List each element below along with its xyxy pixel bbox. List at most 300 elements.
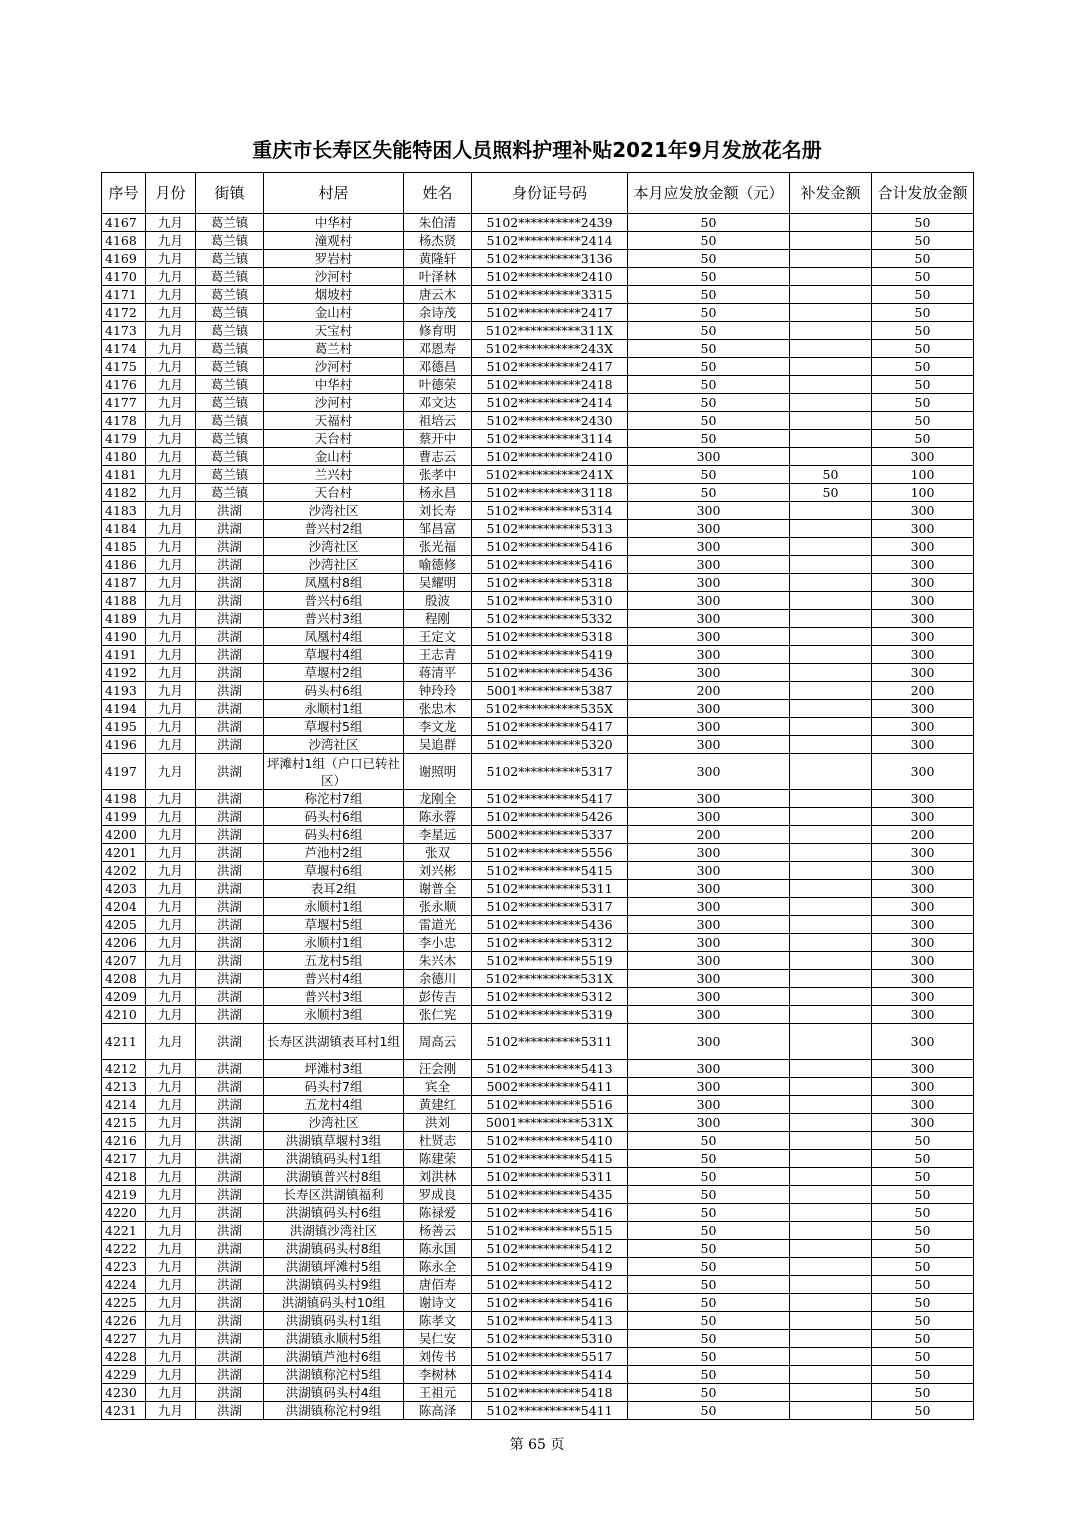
village-cell: 永顺村1组 — [264, 934, 404, 952]
reissue-amount-cell — [790, 1060, 872, 1078]
id-cell: 5102**********2430 — [472, 412, 628, 430]
name-cell: 唐云木 — [404, 286, 472, 304]
village-cell: 沙湾社区 — [264, 538, 404, 556]
month-cell: 九月 — [146, 502, 196, 520]
town-cell: 洪湖 — [196, 970, 264, 988]
total-amount-cell: 50 — [872, 358, 974, 376]
due-amount-cell: 300 — [628, 538, 790, 556]
town-cell: 洪湖 — [196, 1204, 264, 1222]
page-number: 第 65 页 — [509, 1437, 565, 1453]
village-cell: 金山村 — [264, 448, 404, 466]
town-cell: 洪湖 — [196, 844, 264, 862]
name-cell: 修育明 — [404, 322, 472, 340]
reissue-amount-cell — [790, 412, 872, 430]
due-amount-cell: 50 — [628, 304, 790, 322]
due-amount-cell: 300 — [628, 1006, 790, 1024]
reissue-amount-cell — [790, 1366, 872, 1384]
id-cell: 5102**********2410 — [472, 268, 628, 286]
village-cell: 沙河村 — [264, 358, 404, 376]
month-cell: 九月 — [146, 682, 196, 700]
id-cell: 5102**********5418 — [472, 1384, 628, 1402]
seq-cell: 4228 — [102, 1348, 146, 1366]
name-cell: 王定文 — [404, 628, 472, 646]
name-cell: 罗成良 — [404, 1186, 472, 1204]
month-cell: 九月 — [146, 1348, 196, 1366]
month-cell: 九月 — [146, 538, 196, 556]
reissue-amount-cell — [790, 394, 872, 412]
town-cell: 洪湖 — [196, 646, 264, 664]
table-row — [102, 682, 974, 700]
total-amount-cell: 50 — [872, 286, 974, 304]
reissue-amount-cell — [790, 1276, 872, 1294]
table-row — [102, 934, 974, 952]
seq-cell: 4215 — [102, 1114, 146, 1132]
month-cell: 九月 — [146, 484, 196, 502]
seq-cell: 4231 — [102, 1402, 146, 1420]
table-row — [102, 268, 974, 286]
town-cell: 葛兰镇 — [196, 340, 264, 358]
reissue-amount-cell — [790, 808, 872, 826]
total-amount-cell: 50 — [872, 1312, 974, 1330]
seq-cell: 4175 — [102, 358, 146, 376]
reissue-amount-cell — [790, 1132, 872, 1150]
table-row — [102, 988, 974, 1006]
due-amount-cell: 50 — [628, 1132, 790, 1150]
due-amount-cell: 300 — [628, 934, 790, 952]
seq-cell: 4190 — [102, 628, 146, 646]
due-amount-cell: 50 — [628, 1312, 790, 1330]
total-amount-cell: 50 — [872, 1402, 974, 1420]
reissue-amount-cell — [790, 1078, 872, 1096]
name-cell: 张双 — [404, 844, 472, 862]
id-cell: 5102**********2414 — [472, 394, 628, 412]
total-amount-cell: 300 — [872, 916, 974, 934]
name-cell: 周高云 — [404, 1024, 472, 1060]
due-amount-cell: 300 — [628, 880, 790, 898]
name-cell: 祖培云 — [404, 412, 472, 430]
due-amount-cell: 300 — [628, 502, 790, 520]
name-cell: 张光福 — [404, 538, 472, 556]
town-cell: 洪湖 — [196, 1348, 264, 1366]
town-cell: 洪湖 — [196, 1258, 264, 1276]
reissue-amount-cell — [790, 664, 872, 682]
town-cell: 洪湖 — [196, 1294, 264, 1312]
name-cell: 吴仁安 — [404, 1330, 472, 1348]
reissue-amount-cell — [790, 430, 872, 448]
table-row — [102, 1204, 974, 1222]
name-cell: 张仁宪 — [404, 1006, 472, 1024]
header-row — [102, 173, 974, 214]
table-row — [102, 340, 974, 358]
id-cell: 5102**********5332 — [472, 610, 628, 628]
seq-cell: 4169 — [102, 250, 146, 268]
village-cell: 码头村6组 — [264, 682, 404, 700]
seq-cell: 4201 — [102, 844, 146, 862]
reissue-amount-cell — [790, 556, 872, 574]
month-cell: 九月 — [146, 790, 196, 808]
village-cell: 坪滩村1组（户口已转社区） — [264, 754, 404, 790]
month-cell: 九月 — [146, 646, 196, 664]
seq-cell: 4195 — [102, 718, 146, 736]
due-amount-cell: 300 — [628, 556, 790, 574]
name-cell: 黄建红 — [404, 1096, 472, 1114]
seq-cell: 4225 — [102, 1294, 146, 1312]
due-amount-cell: 200 — [628, 682, 790, 700]
village-cell: 金山村 — [264, 304, 404, 322]
page-title: 重庆市长寿区失能特困人员照料护理补贴2021年9月发放花名册 — [252, 138, 822, 162]
due-amount-cell: 50 — [628, 1348, 790, 1366]
town-cell: 洪湖 — [196, 1330, 264, 1348]
due-amount-cell: 50 — [628, 1204, 790, 1222]
table-row — [102, 898, 974, 916]
name-cell: 吴追群 — [404, 736, 472, 754]
total-amount-cell: 300 — [872, 970, 974, 988]
seq-cell: 4170 — [102, 268, 146, 286]
town-cell: 洪湖 — [196, 1276, 264, 1294]
total-amount-cell: 50 — [872, 1366, 974, 1384]
reissue-amount-cell — [790, 1384, 872, 1402]
col-header-village: 村居 — [264, 173, 404, 214]
name-cell: 李文龙 — [404, 718, 472, 736]
total-amount-cell: 50 — [872, 1186, 974, 1204]
town-cell: 葛兰镇 — [196, 268, 264, 286]
reissue-amount-cell — [790, 1204, 872, 1222]
id-cell: 5102**********5311 — [472, 880, 628, 898]
month-cell: 九月 — [146, 466, 196, 484]
seq-cell: 4209 — [102, 988, 146, 1006]
due-amount-cell: 50 — [628, 1384, 790, 1402]
due-amount-cell: 50 — [628, 286, 790, 304]
table-row — [102, 1114, 974, 1132]
due-amount-cell: 300 — [628, 610, 790, 628]
month-cell: 九月 — [146, 448, 196, 466]
village-cell: 沙湾社区 — [264, 502, 404, 520]
month-cell: 九月 — [146, 844, 196, 862]
total-amount-cell: 300 — [872, 592, 974, 610]
due-amount-cell: 300 — [628, 862, 790, 880]
total-amount-cell: 300 — [872, 628, 974, 646]
seq-cell: 4179 — [102, 430, 146, 448]
village-cell: 码头村6组 — [264, 808, 404, 826]
table-row — [102, 1276, 974, 1294]
reissue-amount-cell — [790, 232, 872, 250]
month-cell: 九月 — [146, 1240, 196, 1258]
town-cell: 洪湖 — [196, 862, 264, 880]
reissue-amount-cell — [790, 898, 872, 916]
seq-cell: 4184 — [102, 520, 146, 538]
village-cell: 洪湖镇码头村1组 — [264, 1312, 404, 1330]
reissue-amount-cell — [790, 916, 872, 934]
due-amount-cell: 300 — [628, 952, 790, 970]
month-cell: 九月 — [146, 826, 196, 844]
seq-cell: 4181 — [102, 466, 146, 484]
due-amount-cell: 300 — [628, 1060, 790, 1078]
table-row — [102, 952, 974, 970]
month-cell: 九月 — [146, 610, 196, 628]
seq-cell: 4171 — [102, 286, 146, 304]
month-cell: 九月 — [146, 250, 196, 268]
village-cell: 普兴村4组 — [264, 970, 404, 988]
id-cell: 5102**********5435 — [472, 1186, 628, 1204]
total-amount-cell: 300 — [872, 790, 974, 808]
name-cell: 陈禄爱 — [404, 1204, 472, 1222]
village-cell: 表耳2组 — [264, 880, 404, 898]
seq-cell: 4212 — [102, 1060, 146, 1078]
due-amount-cell: 50 — [628, 214, 790, 232]
seq-cell: 4188 — [102, 592, 146, 610]
id-cell: 5102**********5410 — [472, 1132, 628, 1150]
reissue-amount-cell — [790, 1114, 872, 1132]
village-cell: 五龙村5组 — [264, 952, 404, 970]
col-header-town: 街镇 — [196, 173, 264, 214]
table-row — [102, 700, 974, 718]
name-cell: 叶德荣 — [404, 376, 472, 394]
id-cell: 5002**********5411 — [472, 1078, 628, 1096]
reissue-amount-cell — [790, 862, 872, 880]
reissue-amount-cell — [790, 970, 872, 988]
name-cell: 杨永昌 — [404, 484, 472, 502]
total-amount-cell: 50 — [872, 1276, 974, 1294]
total-amount-cell: 100 — [872, 484, 974, 502]
month-cell: 九月 — [146, 304, 196, 322]
name-cell: 黄隆轩 — [404, 250, 472, 268]
total-amount-cell: 300 — [872, 1024, 974, 1060]
name-cell: 喻德修 — [404, 556, 472, 574]
table-row — [102, 790, 974, 808]
village-cell: 洪湖镇称沱村9组 — [264, 1402, 404, 1420]
name-cell: 陈永全 — [404, 1258, 472, 1276]
total-amount-cell: 50 — [872, 1258, 974, 1276]
town-cell: 葛兰镇 — [196, 304, 264, 322]
month-cell: 九月 — [146, 1006, 196, 1024]
reissue-amount-cell — [790, 448, 872, 466]
village-cell: 沙湾社区 — [264, 556, 404, 574]
name-cell: 刘传书 — [404, 1348, 472, 1366]
total-amount-cell: 300 — [872, 520, 974, 538]
town-cell: 洪湖 — [196, 1312, 264, 1330]
village-cell: 凤凰村4组 — [264, 628, 404, 646]
seq-cell: 4230 — [102, 1384, 146, 1402]
name-cell: 钟玲玲 — [404, 682, 472, 700]
month-cell: 九月 — [146, 1078, 196, 1096]
total-amount-cell: 50 — [872, 1204, 974, 1222]
village-cell: 草堰村5组 — [264, 916, 404, 934]
reissue-amount-cell — [790, 538, 872, 556]
reissue-amount-cell — [790, 1096, 872, 1114]
village-cell: 洪湖镇草堰村3组 — [264, 1132, 404, 1150]
reissue-amount-cell: 50 — [790, 466, 872, 484]
village-cell: 潼观村 — [264, 232, 404, 250]
reissue-amount-cell — [790, 826, 872, 844]
reissue-amount-cell — [790, 1240, 872, 1258]
total-amount-cell: 50 — [872, 1150, 974, 1168]
village-cell: 洪湖镇码头村6组 — [264, 1204, 404, 1222]
name-cell: 张永顺 — [404, 898, 472, 916]
month-cell: 九月 — [146, 952, 196, 970]
due-amount-cell: 50 — [628, 376, 790, 394]
name-cell: 张忠木 — [404, 700, 472, 718]
village-cell: 洪湖镇永顺村5组 — [264, 1330, 404, 1348]
town-cell: 洪湖 — [196, 1150, 264, 1168]
town-cell: 洪湖 — [196, 502, 264, 520]
name-cell: 叶泽林 — [404, 268, 472, 286]
total-amount-cell: 50 — [872, 250, 974, 268]
id-cell: 5002**********5337 — [472, 826, 628, 844]
table-row — [102, 808, 974, 826]
name-cell: 李树林 — [404, 1366, 472, 1384]
town-cell: 葛兰镇 — [196, 214, 264, 232]
id-cell: 5102**********5416 — [472, 1204, 628, 1222]
seq-cell: 4223 — [102, 1258, 146, 1276]
seq-cell: 4226 — [102, 1312, 146, 1330]
id-cell: 5102**********311X — [472, 322, 628, 340]
reissue-amount-cell — [790, 358, 872, 376]
town-cell: 葛兰镇 — [196, 322, 264, 340]
village-cell: 洪湖镇码头村9组 — [264, 1276, 404, 1294]
month-cell: 九月 — [146, 1294, 196, 1312]
name-cell: 殷波 — [404, 592, 472, 610]
id-cell: 5102**********2410 — [472, 448, 628, 466]
due-amount-cell: 50 — [628, 1330, 790, 1348]
town-cell: 洪湖 — [196, 934, 264, 952]
village-cell: 凤凰村8组 — [264, 574, 404, 592]
id-cell: 5102**********2439 — [472, 214, 628, 232]
reissue-amount-cell — [790, 1348, 872, 1366]
id-cell: 5102**********535X — [472, 700, 628, 718]
total-amount-cell: 200 — [872, 682, 974, 700]
id-cell: 5102**********5436 — [472, 916, 628, 934]
reissue-amount-cell — [790, 1186, 872, 1204]
table-row — [102, 1384, 974, 1402]
month-cell: 九月 — [146, 1384, 196, 1402]
id-cell: 5102**********5415 — [472, 1150, 628, 1168]
table-row — [102, 430, 974, 448]
table-row — [102, 844, 974, 862]
table-row — [102, 394, 974, 412]
col-header-id: 身份证号码 — [472, 173, 628, 214]
town-cell: 洪湖 — [196, 1114, 264, 1132]
month-cell: 九月 — [146, 934, 196, 952]
village-cell: 洪湖镇称沱村5组 — [264, 1366, 404, 1384]
village-cell: 罗岩村 — [264, 250, 404, 268]
table-row — [102, 664, 974, 682]
month-cell: 九月 — [146, 286, 196, 304]
name-cell: 张孝中 — [404, 466, 472, 484]
town-cell: 葛兰镇 — [196, 250, 264, 268]
seq-cell: 4168 — [102, 232, 146, 250]
due-amount-cell: 300 — [628, 664, 790, 682]
month-cell: 九月 — [146, 1222, 196, 1240]
due-amount-cell: 300 — [628, 448, 790, 466]
name-cell: 龙刚全 — [404, 790, 472, 808]
village-cell: 称沱村7组 — [264, 790, 404, 808]
town-cell: 洪湖 — [196, 898, 264, 916]
seq-cell: 4192 — [102, 664, 146, 682]
total-amount-cell: 300 — [872, 1096, 974, 1114]
total-amount-cell: 50 — [872, 268, 974, 286]
id-cell: 5102**********5413 — [472, 1060, 628, 1078]
id-cell: 5102**********5318 — [472, 574, 628, 592]
town-cell: 葛兰镇 — [196, 484, 264, 502]
due-amount-cell: 50 — [628, 250, 790, 268]
id-cell: 5102**********5419 — [472, 1258, 628, 1276]
total-amount-cell: 300 — [872, 754, 974, 790]
total-amount-cell: 50 — [872, 376, 974, 394]
month-cell: 九月 — [146, 232, 196, 250]
table-row — [102, 286, 974, 304]
id-cell: 5102**********5314 — [472, 502, 628, 520]
id-cell: 5102**********5313 — [472, 520, 628, 538]
village-cell: 普兴村6组 — [264, 592, 404, 610]
village-cell: 洪湖镇码头村1组 — [264, 1150, 404, 1168]
name-cell: 杨善云 — [404, 1222, 472, 1240]
month-cell: 九月 — [146, 1150, 196, 1168]
id-cell: 5102**********2418 — [472, 376, 628, 394]
id-cell: 5102**********5515 — [472, 1222, 628, 1240]
id-cell: 5102**********5436 — [472, 664, 628, 682]
table-row — [102, 1312, 974, 1330]
name-cell: 邓恩寿 — [404, 340, 472, 358]
village-cell: 洪湖镇沙湾社区 — [264, 1222, 404, 1240]
table-row — [102, 1258, 974, 1276]
reissue-amount-cell — [790, 340, 872, 358]
table-row — [102, 412, 974, 430]
name-cell: 唐佰寿 — [404, 1276, 472, 1294]
month-cell: 九月 — [146, 1330, 196, 1348]
seq-cell: 4200 — [102, 826, 146, 844]
name-cell: 宾全 — [404, 1078, 472, 1096]
seq-cell: 4222 — [102, 1240, 146, 1258]
seq-cell: 4221 — [102, 1222, 146, 1240]
total-amount-cell: 300 — [872, 898, 974, 916]
due-amount-cell: 50 — [628, 1366, 790, 1384]
total-amount-cell: 300 — [872, 952, 974, 970]
village-cell: 天福村 — [264, 412, 404, 430]
id-cell: 5102**********5414 — [472, 1366, 628, 1384]
village-cell: 中华村 — [264, 376, 404, 394]
table-row — [102, 214, 974, 232]
town-cell: 洪湖 — [196, 790, 264, 808]
town-cell: 洪湖 — [196, 1132, 264, 1150]
month-cell: 九月 — [146, 268, 196, 286]
village-cell: 沙湾社区 — [264, 1114, 404, 1132]
village-cell: 洪湖镇坪滩村5组 — [264, 1258, 404, 1276]
name-cell: 陈建荣 — [404, 1150, 472, 1168]
month-cell: 九月 — [146, 880, 196, 898]
total-amount-cell: 300 — [872, 556, 974, 574]
town-cell: 洪湖 — [196, 736, 264, 754]
id-cell: 5102**********3118 — [472, 484, 628, 502]
seq-cell: 4214 — [102, 1096, 146, 1114]
total-amount-cell: 50 — [872, 1330, 974, 1348]
town-cell: 葛兰镇 — [196, 466, 264, 484]
reissue-amount-cell — [790, 1006, 872, 1024]
reissue-amount-cell — [790, 1222, 872, 1240]
name-cell: 陈永国 — [404, 1240, 472, 1258]
village-cell: 草堰村5组 — [264, 718, 404, 736]
seq-cell: 4191 — [102, 646, 146, 664]
reissue-amount-cell — [790, 718, 872, 736]
reissue-amount-cell — [790, 592, 872, 610]
reissue-amount-cell — [790, 286, 872, 304]
village-cell: 草堰村2组 — [264, 664, 404, 682]
total-amount-cell: 50 — [872, 214, 974, 232]
month-cell: 九月 — [146, 1096, 196, 1114]
total-amount-cell: 300 — [872, 880, 974, 898]
name-cell: 李星远 — [404, 826, 472, 844]
month-cell: 九月 — [146, 664, 196, 682]
reissue-amount-cell — [790, 250, 872, 268]
